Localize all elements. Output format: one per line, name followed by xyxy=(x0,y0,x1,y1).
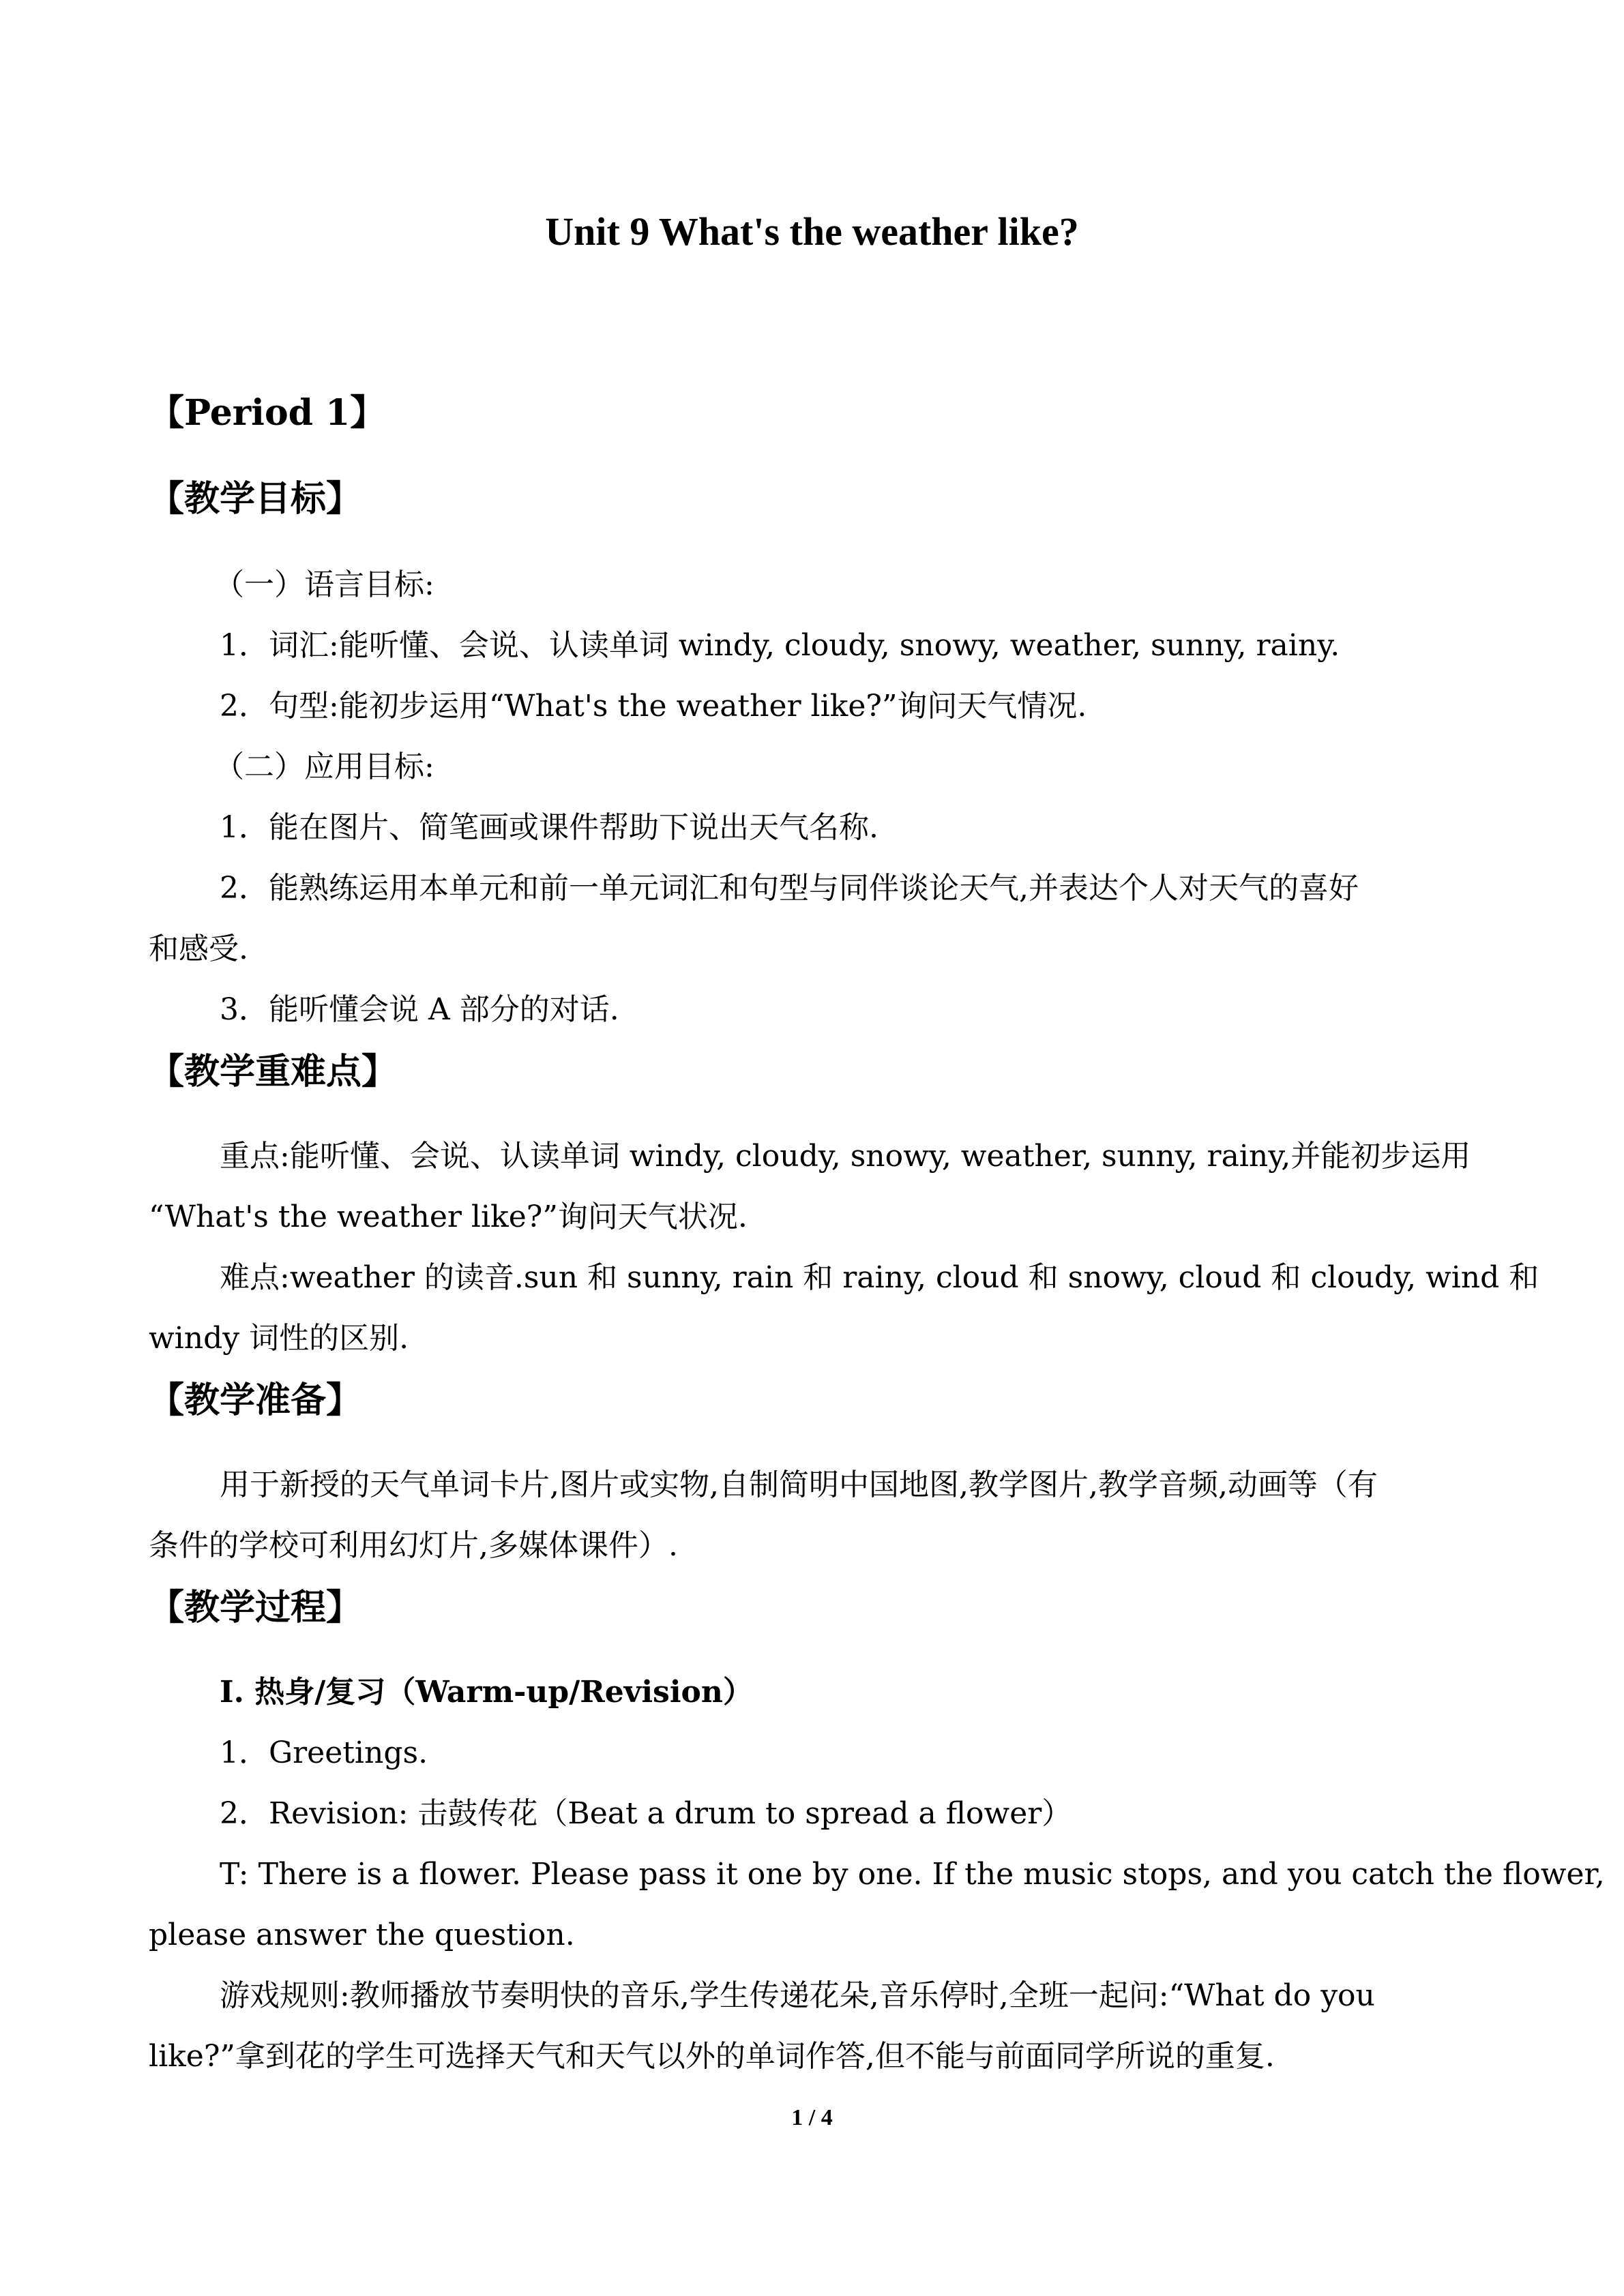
difficulty-text: 难点:weather 的读音.sun 和 sunny, rain 和 rainy, cloud 和 snowy, cloud 和 cloudy, wind 和 xyxy=(220,1260,1539,1295)
warmup-item-1: 1．Greetings. xyxy=(220,1735,428,1770)
language-goal-item-2: 2．句型:能初步运用“What's the weather like?”询问天气情况. xyxy=(220,689,1087,724)
game-rule-text: 游戏规则:教师播放节奏明快的音乐,学生传递花朵,音乐停时,全班一起问:“What do you xyxy=(220,1978,1375,2013)
application-goal-item-3: 3．能听懂会说 A 部分的对话. xyxy=(220,992,619,1027)
language-goal-item-1: 1．词汇:能听懂、会说、认读单词 windy, cloudy, snowy, weather, sunny, rainy. xyxy=(220,628,1340,663)
period-heading: 【Period 1】 xyxy=(149,392,386,434)
key-points-heading: 【教学重难点】 xyxy=(149,1051,398,1092)
difficulty-text-continued: windy 词性的区别. xyxy=(149,1321,409,1356)
teacher-instruction: T: There is a flower. Please pass it one by one. If the music stops, and you catch the flower, xyxy=(220,1857,1605,1892)
application-goal-item-1: 1．能在图片、简笔画或课件帮助下说出天气名称. xyxy=(220,810,879,845)
process-heading: 【教学过程】 xyxy=(149,1587,362,1628)
warmup-step-title: I. 热身/复习（Warm-up/Revision） xyxy=(220,1675,753,1710)
key-point-text: 重点:能听懂、会说、认读单词 windy, cloudy, snowy, weather, sunny, rainy,并能初步运用 xyxy=(220,1139,1471,1174)
application-goal-item-2: 2．能熟练运用本单元和前一单元词汇和句型与同伴谈论天气,并表达个人对天气的喜好 xyxy=(220,871,1359,906)
page-number: 1 / 4 xyxy=(791,2105,833,2130)
application-goal-label: （二）应用目标: xyxy=(214,749,434,784)
warmup-item-2: 2．Revision: 击鼓传花（Beat a drum to spread a flower） xyxy=(220,1796,1072,1831)
preparation-text: 用于新授的天气单词卡片,图片或实物,自制简明中国地图,教学图片,教学音频,动画等（有 xyxy=(220,1467,1378,1502)
language-goal-label: （一）语言目标: xyxy=(214,567,434,602)
key-point-text-continued: “What's the weather like?”询问天气状况. xyxy=(149,1199,748,1234)
preparation-heading: 【教学准备】 xyxy=(149,1380,362,1421)
preparation-text-continued: 条件的学校可利用幻灯片,多媒体课件）. xyxy=(149,1528,678,1563)
game-rule-text-continued: like?”拿到花的学生可选择天气和天气以外的单词作答,但不能与前面同学所说的重复. xyxy=(149,2039,1275,2074)
document-title: Unit 9 What's the weather like? xyxy=(545,209,1079,254)
application-goal-item-2-continued: 和感受. xyxy=(149,931,248,966)
teacher-instruction-continued: please answer the question. xyxy=(149,1918,575,1952)
objectives-heading: 【教学目标】 xyxy=(149,478,362,520)
